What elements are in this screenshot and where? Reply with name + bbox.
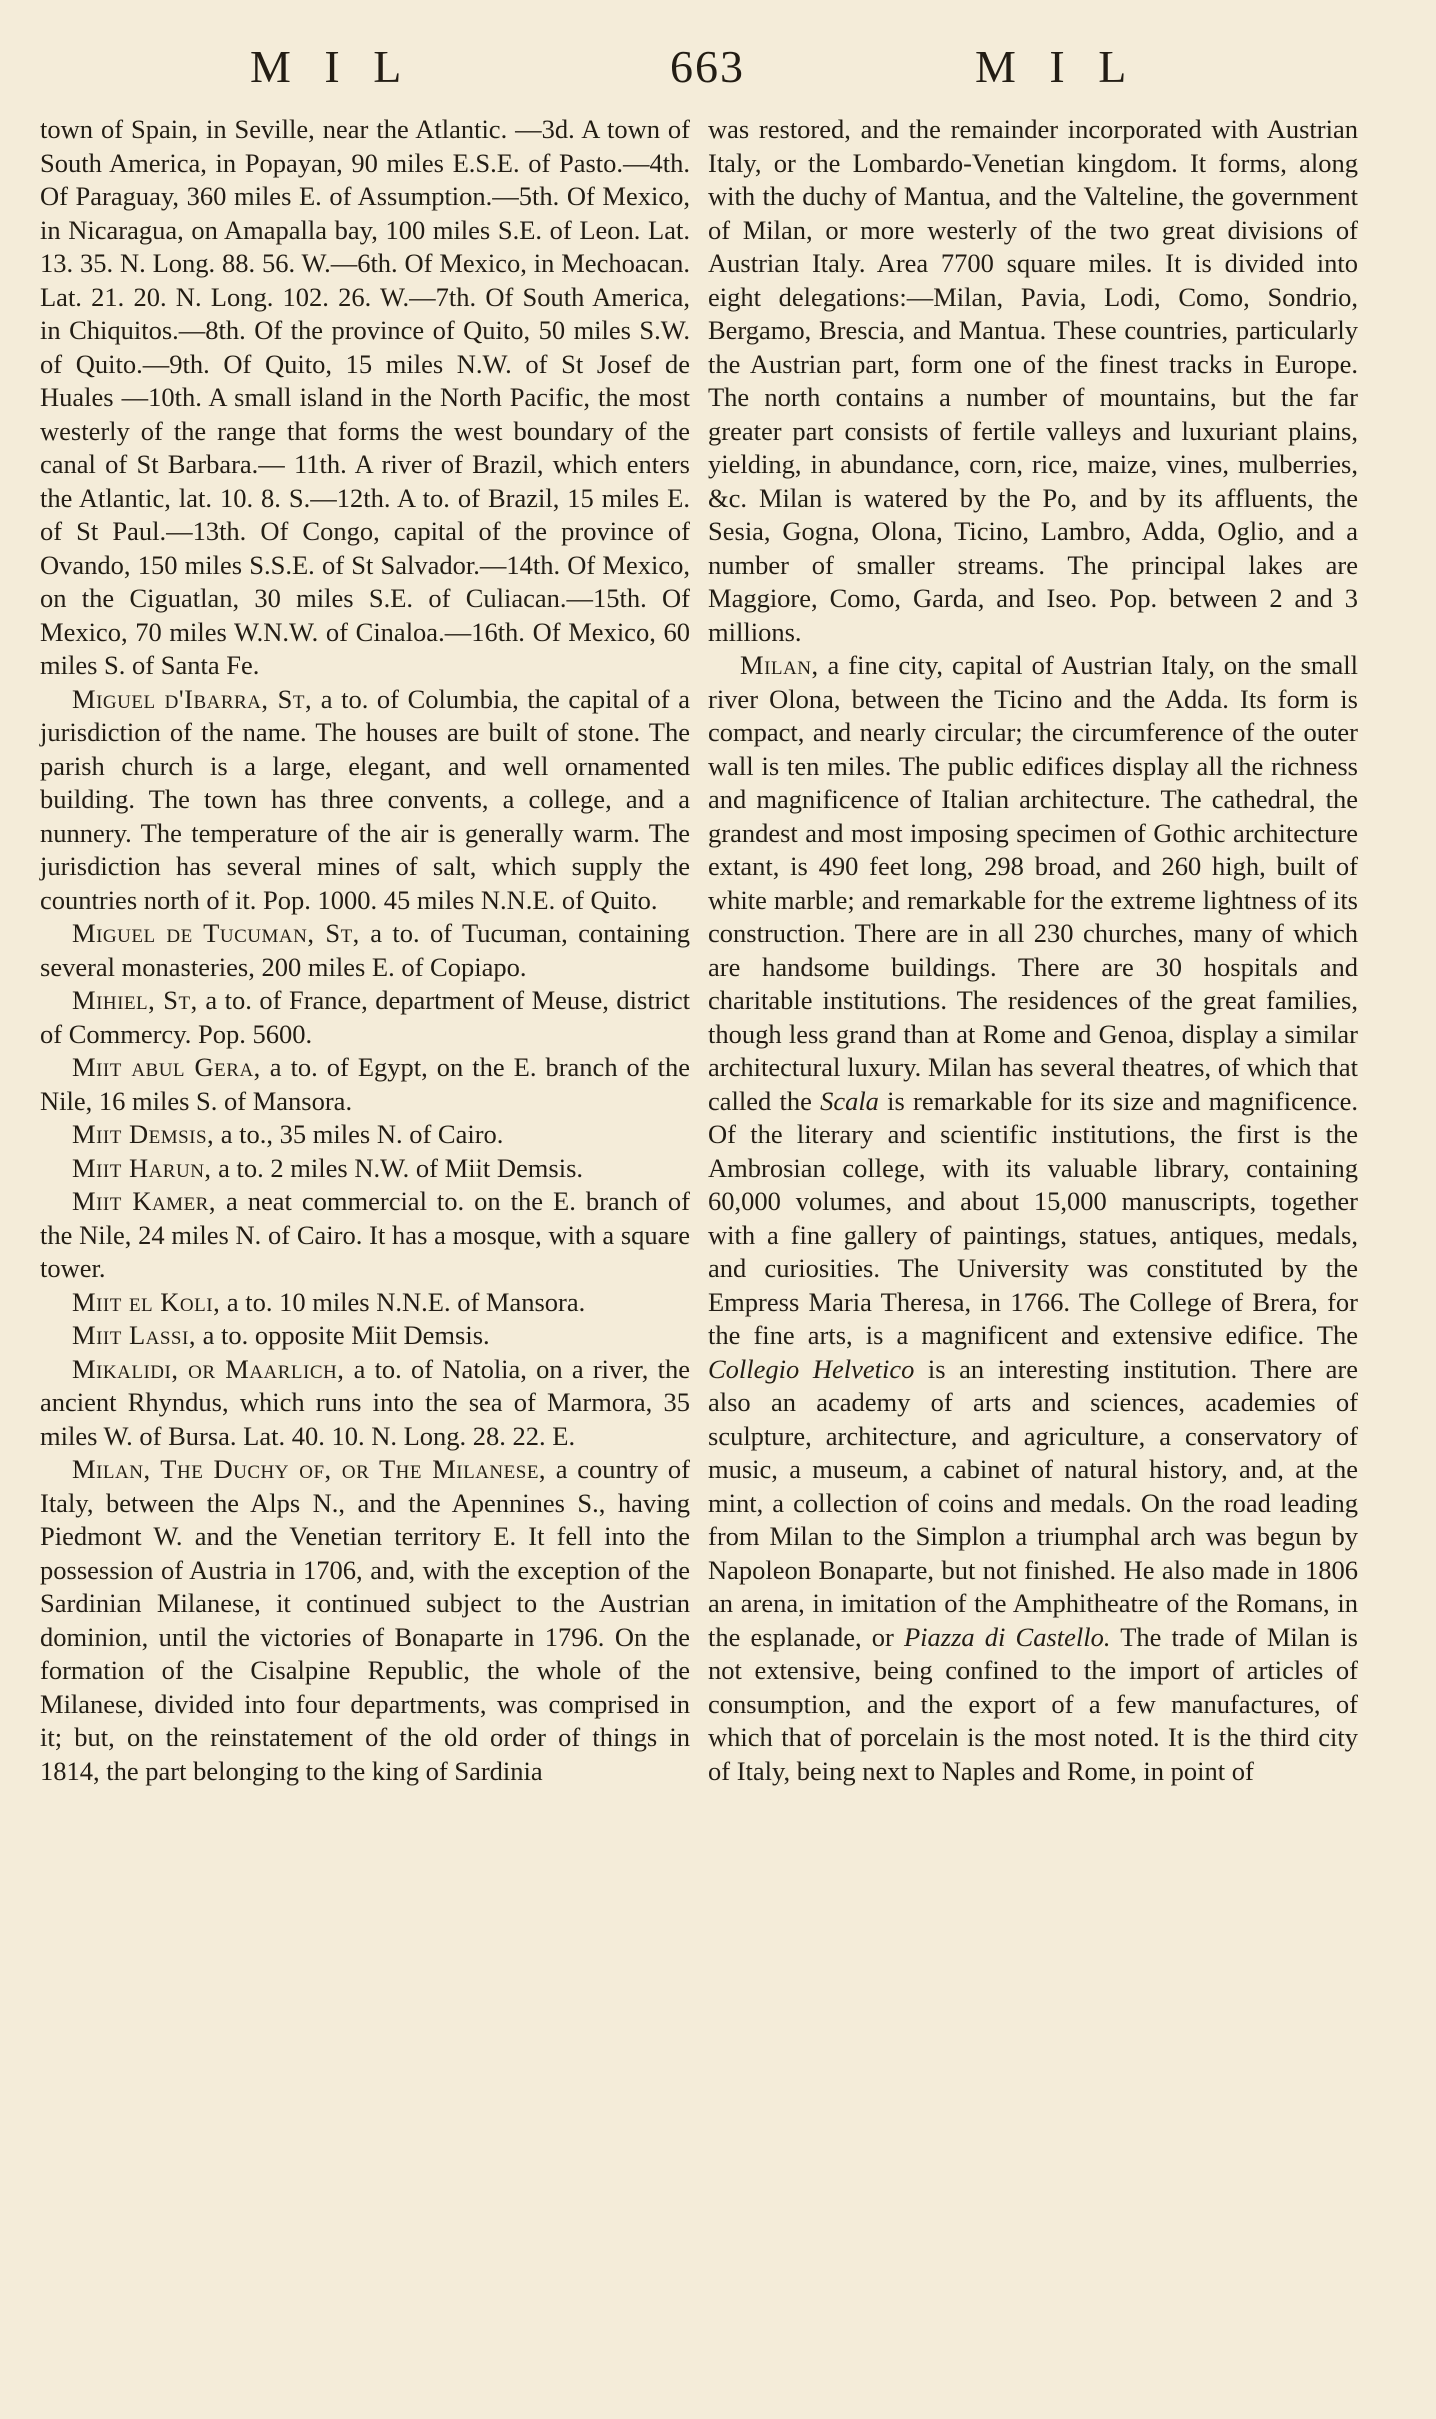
right-column bbox=[708, 113, 1358, 1788]
italic-term: Collegio Helvetico bbox=[708, 1353, 915, 1384]
entry-headword: Miit el Koli, bbox=[72, 1286, 221, 1317]
entry-miguel-dibarra bbox=[40, 683, 690, 918]
entry-mikalidi bbox=[40, 1353, 690, 1454]
entry-text: a to., 35 miles N. of Cairo. bbox=[214, 1119, 504, 1149]
page-number: 663 bbox=[670, 41, 745, 92]
left-headword: M I L bbox=[250, 41, 404, 92]
entry-miit-kamer bbox=[40, 1185, 690, 1286]
entry-text: a to. of Tucuman, containing several monasteries, 200 miles E. of Copiapo. bbox=[40, 918, 690, 982]
entry-milan-city bbox=[708, 649, 1358, 1788]
italic-term: Piazza di Castello. bbox=[903, 1621, 1111, 1652]
running-header bbox=[0, 40, 1436, 100]
left-column bbox=[40, 113, 690, 1788]
entry-headword: Miit abul Gera, bbox=[72, 1052, 261, 1082]
entry-mihiel bbox=[40, 984, 690, 1051]
entry-miit-harun bbox=[40, 1152, 690, 1186]
entry-text: a to. of Natolia, on a river, the ancient Rhyndus, which runs into the sea of Marmora, 35 miles W. of Bursa. Lat. 40. 10. N. Long. 28. 22. E. bbox=[40, 1353, 690, 1451]
entry-miguel-de-tucuman bbox=[40, 917, 690, 984]
entry-headword: Milan, bbox=[740, 650, 819, 680]
entry-text: a country of Italy, between the Alps N., and the Apennines S., having Piedmont W. and the Venetian territory E. It fell into the possession of Austria in 1706, and, with the exception of the Sardinian Milanese, it continued subject to the Austrian dominion, until the victories of Bonaparte in 1796. On the formation of the Cisalpine Republic, the whole of the Milanese, divided into four departments, was comprised in it; but, on the reinstatement of the old order of things in 1814, the part belonging to the king of Sardinia bbox=[40, 1454, 690, 1786]
entry-milan-duchy bbox=[40, 1453, 690, 1788]
entry-miit-demsis bbox=[40, 1118, 690, 1152]
entry-headword: Mikalidi, or Maarlich, bbox=[72, 1353, 345, 1384]
entry-text: is an interesting institution. There are also an academy of arts and sciences, academies of sculpture, architecture, and agriculture, a conservatory of music, a museum, a cabinet of natural history, and, at the mint, a collection of coins and medals. On the road leading from Milan to the Simplon a triumphal arch was begun by Napoleon Bonaparte, but not finished. He also made in 1806 an arena, in imitation of the Amphitheatre of the Romans, in the esplanade, or bbox=[708, 1353, 1358, 1652]
entry-text: a to. 2 miles N.W. of Miit Demsis. bbox=[211, 1152, 584, 1183]
entry-text: a to. of France, department of Meuse, district of Commercy. Pop. 5600. bbox=[40, 985, 690, 1049]
entry-headword: Miit Lassi, bbox=[72, 1320, 196, 1350]
entry-headword: Milan, The Duchy of, or The Milanese, bbox=[72, 1454, 547, 1484]
entry-text: a to. of Egypt, on the E. branch of the Nile, 16 miles S. of Mansora. bbox=[40, 1052, 691, 1116]
entry-text: a neat commercial to. on the E. branch of the Nile, 24 miles N. of Cairo. It has a mosque, with a square tower. bbox=[40, 1186, 690, 1283]
entry-miit-el-koli bbox=[40, 1286, 690, 1320]
continuation-paragraph: was restored, and the remainder incorporated with Austrian Italy, or the Lombardo-Venetian kingdom. It forms, along with the duchy of Mantua, and the Valteline, the government of Milan, or more westerly of the two great divisions of Austrian Italy. Area 7700 square miles. It is divided into eight delegations:—Milan, Pavia, Lodi, Como, Sondrio, Bergamo, Brescia, and Mantua. These countries, particularly the Austrian part, form one of the finest tracks in Europe. The north contains a number of mountains, but the far greater part consists of fertile valleys and luxuriant plains, yielding, in abundance, corn, rice, maize, vines, mulberries, &c. Milan is watered by the Po, and by its affluents, the Sesia, Gogna, Olona, Ticino, Lambro, Adda, Oglio, and a number of smaller streams. The principal lakes are Maggiore, Como, Garda, and Iseo. Pop. between 2 and 3 millions. bbox=[708, 114, 1358, 647]
entry-text: is remarkable for its size and magnificence. Of the literary and scientific institutions, the first is the Ambrosian college, with its valuable library, containing 60,000 volumes, and about 15,000 manuscripts, together with a fine gallery of paintings, statues, antiques, medals, and curiosities. The University was constituted by the Empress Maria Theresa, in 1766. The College of Brera, for the fine arts, is a magnificent and extensive edifice. The bbox=[708, 1085, 1359, 1350]
entry-miit-abul-gera bbox=[40, 1051, 690, 1118]
entry-headword: Miguel de Tucuman, St, bbox=[72, 918, 360, 948]
entry-headword: Miit Kamer, bbox=[72, 1186, 216, 1216]
entry-miit-lassi bbox=[40, 1319, 690, 1353]
entry-headword: Mihiel, St, bbox=[72, 985, 198, 1015]
entry-text: a to. 10 miles N.N.E. of Mansora. bbox=[220, 1286, 586, 1317]
right-headword: M I L bbox=[975, 41, 1129, 92]
continuation-paragraph: town of Spain, in Seville, near the Atlantic. —3d. A town of South America, in Popayan, 90 miles E.S.E. of Pasto.—4th. Of Paraguay, 360 miles E. of Assumption.—5th. Of Mexico, in Nicaragua, on Amapalla bay, 100 miles S.E. of Leon. Lat. 13. 35. N. Long. 88. 56. W.—6th. Of Mexico, in Mechoacan. Lat. 21. 20. N. Long. 102. 26. W.—7th. Of South America, in Chiquitos.—8th. Of the province of Quito, 50 miles S.W. of Quito.—9th. Of Quito, 15 miles N.W. of St Josef de Huales —10th. A small island in the North Pacific, the most westerly of the range that forms the west boundary of the canal of St Barbara.— 11th. A river of Brazil, which enters the Atlantic, lat. 10. 8. S.—12th. A to. of Brazil, 15 miles E. of St Paul.—13th. Of Congo, capital of the province of Ovando, 150 miles S.S.E. of St Salvador.—14th. Of Mexico, on the Ciguatlan, 30 miles S.E. of Culiacan.—15th. Of Mexico, 70 miles W.N.W. of Cinaloa.—16th. Of Mexico, 60 miles S. of Santa Fe. bbox=[40, 114, 690, 680]
entry-headword: Miit Demsis, bbox=[72, 1119, 215, 1149]
entry-headword: Miit Harun, bbox=[72, 1152, 212, 1183]
italic-term: Scala bbox=[820, 1085, 879, 1116]
entry-text: a to. of Columbia, the capital of a jurisdiction of the name. The houses are built of stone. The parish church is a large, elegant, and well ornamented building. The town has three convents, a college, and a nunnery. The temperature of the air is generally warm. The jurisdiction has several mines of salt, which supply the countries north of it. Pop. 1000. 45 miles N.N.E. of Quito. bbox=[40, 683, 690, 915]
entry-text: a fine city, capital of Austrian Italy, on the small river Olona, between the Ticino and the Adda. Its form is compact, and nearly circular; the circumference of the outer wall is ten miles. The public edifices display all the richness and magnificence of Italian architecture. The cathedral, the grandest and most imposing specimen of Gothic architecture extant, is 490 feet long, 298 broad, and 260 high, built of white marble; and remarkable for the extreme lightness of its construction. There are in all 230 churches, many of which are handsome buildings. There are 30 hospitals and charitable institutions. The residences of the great families, though less grand than at Rome and Genoa, display a similar architectural luxury. Milan has several theatres, of which that called the bbox=[708, 650, 1358, 1116]
entry-text: The trade of Milan is not extensive, being confined to the import of articles of consumption, and the export of a few manufactures, of which that of porcelain is the most noted. It is the third city of Italy, being next to Naples and Rome, in point of bbox=[708, 1621, 1358, 1786]
entry-text: a to. opposite Miit Demsis. bbox=[195, 1320, 490, 1350]
entry-headword: Miguel d'Ibarra, St, bbox=[72, 683, 313, 714]
